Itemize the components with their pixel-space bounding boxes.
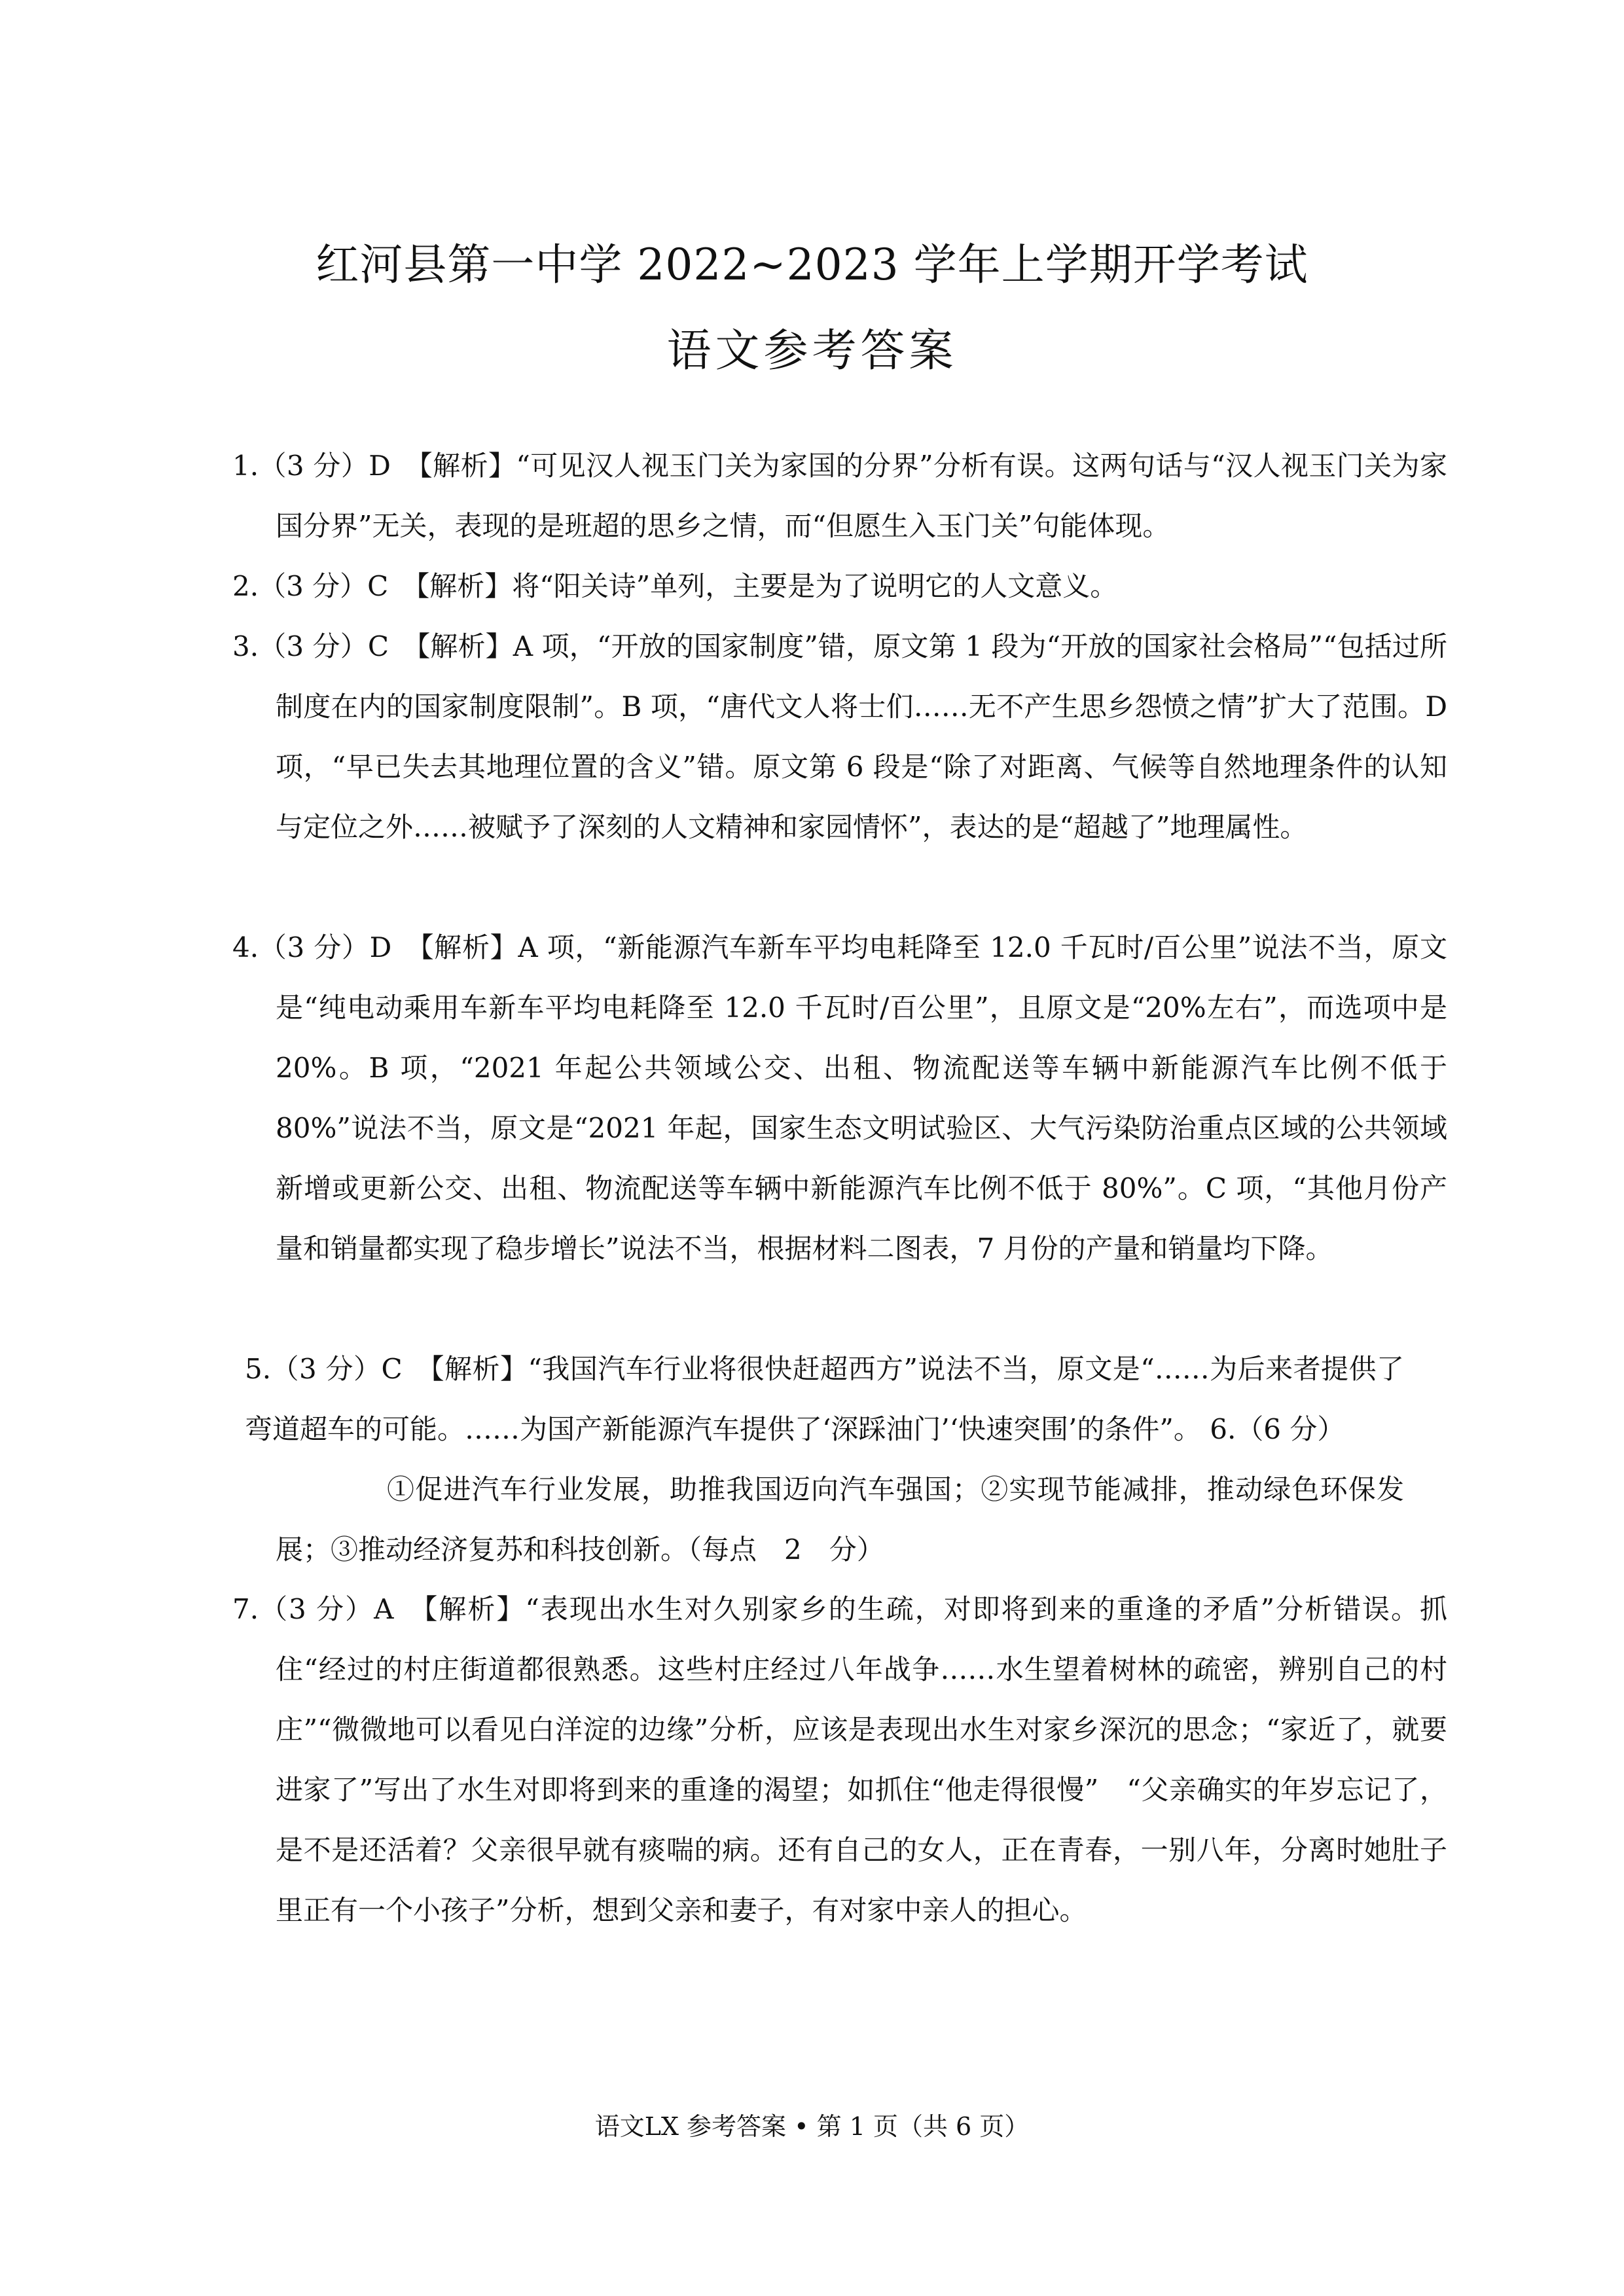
answer-item-3: [232, 617, 1447, 857]
answer-item-5: [245, 1339, 1404, 1460]
answer-text: （3 分）C 【解析】A 项，“开放的国家制度”错，原文第 1 段为“开放的国家社会格局”“包括过所制度在内的国家制度限制”。B 项，“唐代文人将士们……无不产生思乡怨愤之情”扩大了范围。D 项，“早已失去其地理位置的含义”错。原文第 6 段是“除了对距离、气候等自然地理条件的认知与定位之外……被赋予了深刻的人文精神和家园情怀”，表达的是“超越了”地理属性。: [259, 630, 1447, 843]
answer-text: （3 分）A 【解析】“表现出水生对久别家乡的生疏，对即将到来的重逢的矛盾”分析错误。抓住“经过的村庄街道都很熟悉。这些村庄经过八年战争……水生望着树林的疏密，辨别自己的村庄”“微微地可以看见白洋淀的边缘”分析，应该是表现出水生对家乡深沉的思念；“家近了，就要进家了”写出了水生对即将到来的重逢的渴望；如抓住“他走得很慢” “父亲确实的年岁忘记了，是不是还活着？父亲很早就有痰喘的病。还有自己的女人，正在青春，一别八年，分离时她肚子里正有一个小孩子”分析，想到父亲和妻子，有对家中亲人的担心。: [259, 1593, 1447, 1926]
document-subtitle: 语文参考答案: [666, 325, 958, 377]
answer-number: 5.: [245, 1353, 272, 1385]
answer-number: 4.: [232, 931, 259, 963]
answer-item-1: [232, 436, 1447, 556]
answer-text: （3 分）D 【解析】“可见汉人视玉门关为家国的分界”分析有误。这两句话与“汉人视玉门关为家国分界”无关，表现的是班超的思乡之情，而“但愿生入玉门关”句能体现。: [259, 450, 1447, 542]
exam-title: 红河县第一中学 2022~2023 学年上学期开学考试: [316, 240, 1308, 290]
answer-text: （3 分）C 【解析】“我国汽车行业将很快赶超西方”说法不当，原文是“……为后来者提供了弯道超车的可能。……为国产新能源汽车提供了‘深踩油门’‘快速突围’的条件”。 6.（6 分）: [245, 1353, 1404, 1445]
answer-text: （3 分）C 【解析】将“阳关诗”单列，主要是为了说明它的人文意义。: [259, 570, 1118, 602]
answer-number: 7.: [232, 1593, 259, 1625]
answer-number: 2.: [232, 570, 259, 602]
answer-item-7: [232, 1579, 1447, 1941]
answer-number: 1.: [232, 450, 259, 482]
answer-number: 3.: [232, 630, 259, 662]
answer-item-6: [276, 1460, 1404, 1580]
answer-text: ①促进汽车行业发展，助推我国迈向汽车强国；②实现节能减排，推动绿色环保发展；③推动经济复苏和科技创新。（每点 2 分）: [276, 1473, 1404, 1566]
page-footer: 语文LX 参考答案 • 第 1 页（共 6 页）: [594, 2112, 1030, 2141]
answer-item-4: [232, 918, 1447, 1279]
answer-text: （3 分）D 【解析】A 项，“新能源汽车新车平均电耗降至 12.0 千瓦时/百公里”说法不当，原文是“纯电动乘用车新车平均电耗降至 12.0 千瓦时/百公里”，且原文是“20%左右”，而选项中是 20%。B 项，“2021 年起公共领域公交、出租、物流配送等车辆中新能源汽车比例不低于 80%”说法不当，原文是“2021 年起，国家生态文明试验区、大气污染防治重点区域的公共领域新增或更新公交、出租、物流配送等车辆中新能源汽车比例不低于 80%”。C 项，“其他月份产量和销量都实现了稳步增长”说法不当，根据材料二图表，7 月份的产量和销量均下降。: [259, 931, 1447, 1265]
answer-item-2: [232, 556, 1404, 617]
